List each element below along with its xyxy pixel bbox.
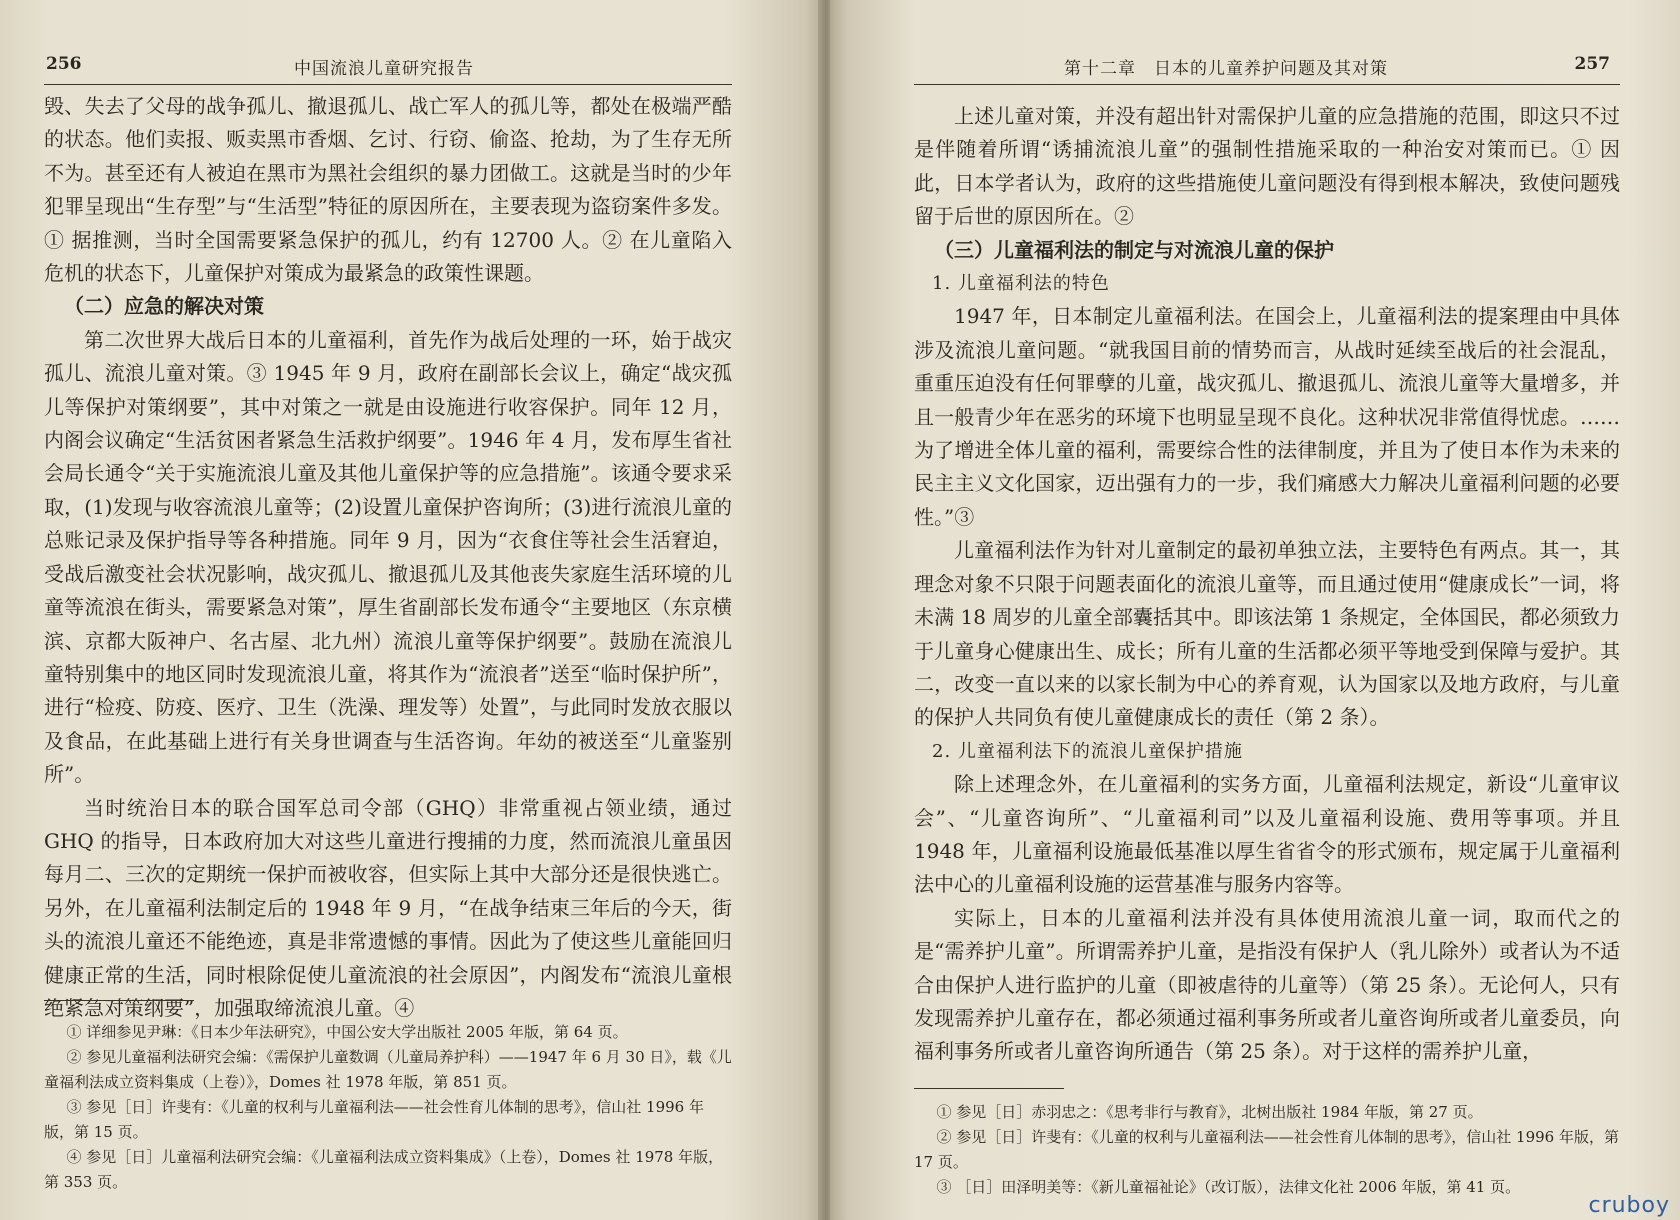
left-page-body [44, 90, 732, 1025]
paragraph: 当时统治日本的联合国军总司令部（GHQ）非常重视占领业绩，通过 GHQ 的指导，日本政府加大对这些儿童进行搜捕的力度，然而流浪儿童虽因每月二、三次的定期统一保护而被收容，但实际上其中大部分还是很快逃亡。另外，在儿童福利法制定后的 1948 年 9 月，“在战争结束三年后的今天，街头的流浪儿童还不能绝迹，真是非常遗憾的事情。因此为了使这些儿童能回归健康正常的生活，同时根除促使儿童流浪的社会原因”，内阁发布“流浪儿童根绝紧急对策纲要”，加强取缔流浪儿童。④ [44, 795, 732, 1020]
footnote: ④ 参见［日］儿童福利法研究会编：《儿童福利法成立资料集成》（上卷），Domes 社 1978 年版，第 353 页。 [44, 1148, 724, 1191]
paragraph: 第二次世界大战后日本的儿童福利，首先作为战后处理的一环，始于战灾孤儿、流浪儿童对策。③ 1945 年 9 月，政府在副部长会议上，确定“战灾孤儿等保护对策纲要”，其中对策之一就是由设施进行收容保护。同年 12 月，内阁会议确定“生活贫困者紧急生活救护纲要”。1946 年 4 月，发布厚生省社会局长通令“关于实施流浪儿童及其他儿童保护等的应急措施”。该通令要求采取，(1)发现与收容流浪儿童等；(2)设置儿童保护咨询所；(3)进行流浪儿童的总账记录及保护指导等各种措施。同年 9 月，因为“衣食住等社会生活窘迫，受战后激变社会状况影响，战灾孤儿、撤退孤儿及其他丧失家庭生活环境的儿童等流浪在街头，需要紧急对策”，厚生省副部长发布通令“主要地区（东京横滨、京都大阪神户、名古屋、北九州）流浪儿童等保护纲要”。鼓励在流浪儿童特别集中的地区同时发现流浪儿童，将其作为“流浪者”送至“临时保护所”，进行“检疫、防疫、医疗、卫生（洗澡、理发等）处置”，与此同时发放衣服以及食品，在此基础上进行有关身世调查与生活咨询。年幼的被送至“儿童鉴别所”。 [44, 327, 732, 787]
paragraph: 1947 年，日本制定儿童福利法。在国会上，儿童福利法的提案理由中具体涉及流浪儿童问题。“就我国目前的情势而言，从战时延续至战后的社会混乱，重重压迫没有任何罪孽的儿童，战灾孤儿、撤退孤儿、流浪儿童等大量增多，并且一般青少年在恶劣的环境下也明显呈现不良化。这种状况非常值得忧虑。……为了增进全体儿童的福利，需要综合性的法律制度，并且为了使日本作为未来的民主主义文化国家，迈出强有力的一步，我们痛感大力解决儿童福利问题的必要性。”③ [914, 304, 1620, 529]
footnote: ① 参见［日］赤羽忠之：《思考非行与教育》，北树出版社 1984 年版，第 27 页。 [936, 1103, 1483, 1121]
watermark: cruboy [1588, 1193, 1670, 1218]
paragraph: 毁、失去了父母的战争孤儿、撤退孤儿、战亡军人的孤儿等，都处在极端严酷的状态。他们卖报、贩卖黑市香烟、乞讨、行窃、偷盗、抢劫，为了生存无所不为。甚至还有人被迫在黑市为黑社会组织的暴力团做工。这就是当时的少年犯罪呈现出“生存型”与“生活型”特征的原因所在，主要表现为盗窃案件多发。① 据推测，当时全国需要紧急保护的孤儿，约有 12700 人。② 在儿童陷入危机的状态下，儿童保护对策成为最紧急的政策性课题。 [44, 94, 732, 286]
running-title: 中国流浪儿童研究报告 [294, 59, 474, 79]
subsection-heading: 2. 儿童福利法下的流浪儿童保护措施 [932, 740, 1243, 762]
page-number: 256 [46, 54, 82, 74]
left-page [0, 0, 822, 1220]
left-page-header [44, 50, 732, 85]
footnote: ① 详细参见尹琳：《日本少年法研究》，中国公安大学出版社 2005 年版，第 64 页。 [66, 1023, 628, 1041]
footnote-divider [914, 1088, 1064, 1089]
right-page-body [914, 100, 1620, 1069]
right-page [830, 0, 1680, 1220]
right-page-header [914, 50, 1620, 85]
paragraph: 上述儿童对策，并没有超出针对需保护儿童的应急措施的范围，即这只不过是伴随着所谓“诱捕流浪儿童”的强制性措施采取的一种治安对策而已。① 因此，日本学者认为，政府的这些措施使儿童问题没有得到根本解决，致使问题残留于后世的原因所在。② [914, 104, 1620, 229]
footnote: ③ ［日］田泽明美等：《新儿童福祉论》（改订版），法律文化社 2006 年版，第 41 页。 [936, 1178, 1521, 1196]
section-heading: （二）应急的解决对策 [64, 294, 264, 319]
running-title: 第十二章 日本的儿童养护问题及其对策 [1064, 59, 1388, 79]
paragraph: 实际上，日本的儿童福利法并没有具体使用流浪儿童一词，取而代之的是“需养护儿童”。所谓需养护儿童，是指没有保护人（乳儿除外）或者认为不适合由保护人进行监护的儿童（即被虐待的儿童等）（第 25 条）。无论何人，只有发现需养护儿童存在，都必须通过福利事务所或者儿童咨询所或者儿童委员，向福利事务所或者儿童咨询所通告（第 25 条）。对于这样的需养护儿童， [914, 905, 1620, 1064]
footnote: ③ 参见［日］许斐有：《儿童的权利与儿童福利法——社会性育儿体制的思考》，信山社 1996 年版，第 15 页。 [44, 1098, 704, 1141]
section-heading: （三）儿童福利法的制定与对流浪儿童的保护 [934, 237, 1334, 262]
paragraph: 除上述理念外，在儿童福利的实务方面，儿童福利法规定，新设“儿童审议会”、“儿童咨询所”、“儿童福利司”以及儿童福利设施、费用等事项。并且 1948 年，儿童福利设施最低基准以厚生省省令的形式颁布，规定属于儿童福利法中心的儿童福利设施的运营基准与服务内容等。 [914, 772, 1620, 897]
paragraph: 儿童福利法作为针对儿童制定的最初单独立法，主要特色有两点。其一，其理念对象不只限于问题表面化的流浪儿童等，而且通过使用“健康成长”一词，将未满 18 周岁的儿童全部囊括其中。即该法第 1 条规定，全体国民，都必须致力于儿童身心健康出生、成长；所有儿童的生活都必须平等地受到保障与爱护。其二，改变一直以来的以家长制为中心的养育观，认为国家以及地方政府，与儿童的保护人共同负有使儿童健康成长的责任（第 2 条）。 [914, 538, 1620, 730]
footnote-divider [44, 1000, 194, 1001]
subsection-heading: 1. 儿童福利法的特色 [932, 273, 1110, 295]
footnotes [914, 1100, 1620, 1200]
page-number: 257 [1574, 54, 1610, 74]
footnotes [44, 1020, 732, 1195]
footnote: ② 参见儿童福利法研究会编：《需保护儿童数调（儿童局养护科）——1947 年 6 月 30 日》，载《儿童福利法成立资料集成（上卷）》，Domes 社 1978 年版，第 851 页。 [44, 1048, 732, 1091]
footnote: ② 参见［日］许斐有：《儿童的权利与儿童福利法——社会性育儿体制的思考》，信山社 1996 年版，第 17 页。 [914, 1128, 1619, 1171]
